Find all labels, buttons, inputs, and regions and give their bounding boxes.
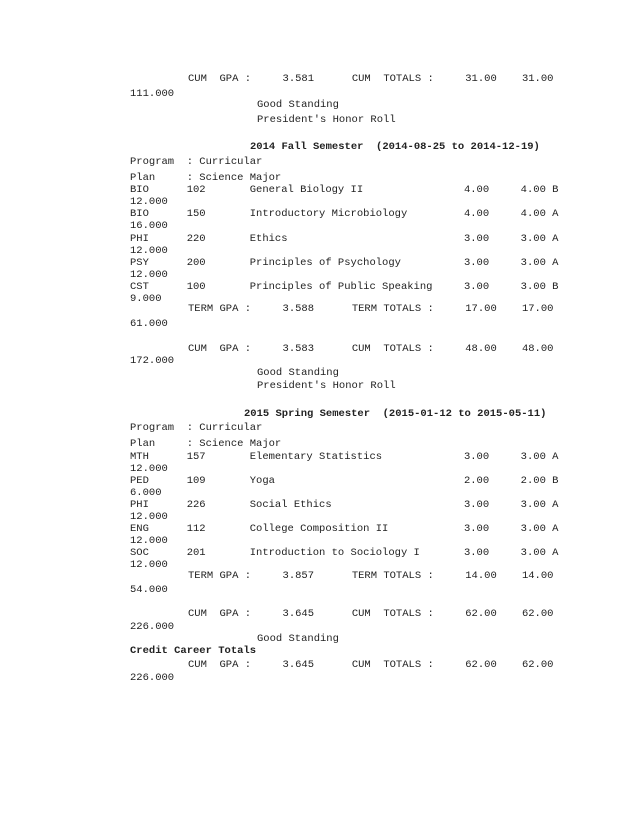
cum-gpa-line: CUM GPA : 3.581 CUM TOTALS : 31.00 31.00 bbox=[188, 73, 554, 85]
plan-line: Plan : Science Major bbox=[130, 172, 282, 184]
honor-roll-text: President's Honor Roll bbox=[257, 380, 396, 392]
course-points-wrap: 6.000 bbox=[130, 487, 162, 499]
term-gpa-line: TERM GPA : 3.857 TERM TOTALS : 14.00 14.00 bbox=[188, 570, 554, 582]
semester-heading: 2015 Spring Semester (2015-01-12 to 2015-05-11) bbox=[244, 408, 547, 420]
cum-points-wrap: 172.000 bbox=[130, 355, 175, 367]
program-line: Program : Curricular bbox=[130, 422, 263, 434]
course-line: PSY 200 Principles of Psychology 3.00 3.00 A bbox=[130, 257, 559, 269]
course-points-wrap: 12.000 bbox=[130, 535, 168, 547]
term-points-wrap: 61.000 bbox=[130, 318, 168, 330]
standing-text: Good Standing bbox=[257, 99, 339, 111]
term-gpa-line: TERM GPA : 3.588 TERM TOTALS : 17.00 17.00 bbox=[188, 303, 554, 315]
cum-points-wrap: 111.000 bbox=[130, 88, 175, 100]
cum-gpa-line: CUM GPA : 3.645 CUM TOTALS : 62.00 62.00 bbox=[188, 608, 554, 620]
career-cum-gpa-line: CUM GPA : 3.645 CUM TOTALS : 62.00 62.00 bbox=[188, 659, 554, 671]
cum-gpa-line: CUM GPA : 3.583 CUM TOTALS : 48.00 48.00 bbox=[188, 343, 554, 355]
honor-roll-text: President's Honor Roll bbox=[257, 114, 396, 126]
course-line: SOC 201 Introduction to Sociology I 3.00 3.00 A bbox=[130, 547, 559, 559]
course-line: BIO 150 Introductory Microbiology 4.00 4.00 A bbox=[130, 208, 559, 220]
career-totals-heading: Credit Career Totals bbox=[130, 645, 257, 657]
program-line: Program : Curricular bbox=[130, 156, 263, 168]
course-points-wrap: 12.000 bbox=[130, 511, 168, 523]
course-line: ENG 112 College Composition II 3.00 3.00 A bbox=[130, 523, 559, 535]
course-points-wrap: 9.000 bbox=[130, 293, 162, 305]
term-points-wrap: 54.000 bbox=[130, 584, 168, 596]
course-points-wrap: 12.000 bbox=[130, 463, 168, 475]
career-cum-points-wrap: 226.000 bbox=[130, 672, 175, 684]
course-line: MTH 157 Elementary Statistics 3.00 3.00 A bbox=[130, 451, 559, 463]
cum-points-wrap: 226.000 bbox=[130, 621, 175, 633]
course-line: CST 100 Principles of Public Speaking 3.00 3.00 B bbox=[130, 281, 559, 293]
course-points-wrap: 12.000 bbox=[130, 196, 168, 208]
course-line: PED 109 Yoga 2.00 2.00 B bbox=[130, 475, 559, 487]
course-line: PHI 220 Ethics 3.00 3.00 A bbox=[130, 233, 559, 245]
course-line: PHI 226 Social Ethics 3.00 3.00 A bbox=[130, 499, 559, 511]
course-points-wrap: 12.000 bbox=[130, 559, 168, 571]
standing-text: Good Standing bbox=[257, 367, 339, 379]
standing-text: Good Standing bbox=[257, 633, 339, 645]
course-line: BIO 102 General Biology II 4.00 4.00 B bbox=[130, 184, 559, 196]
course-points-wrap: 16.000 bbox=[130, 220, 168, 232]
plan-line: Plan : Science Major bbox=[130, 438, 282, 450]
semester-heading: 2014 Fall Semester (2014-08-25 to 2014-12-19) bbox=[250, 141, 540, 153]
course-points-wrap: 12.000 bbox=[130, 269, 168, 281]
course-points-wrap: 12.000 bbox=[130, 245, 168, 257]
